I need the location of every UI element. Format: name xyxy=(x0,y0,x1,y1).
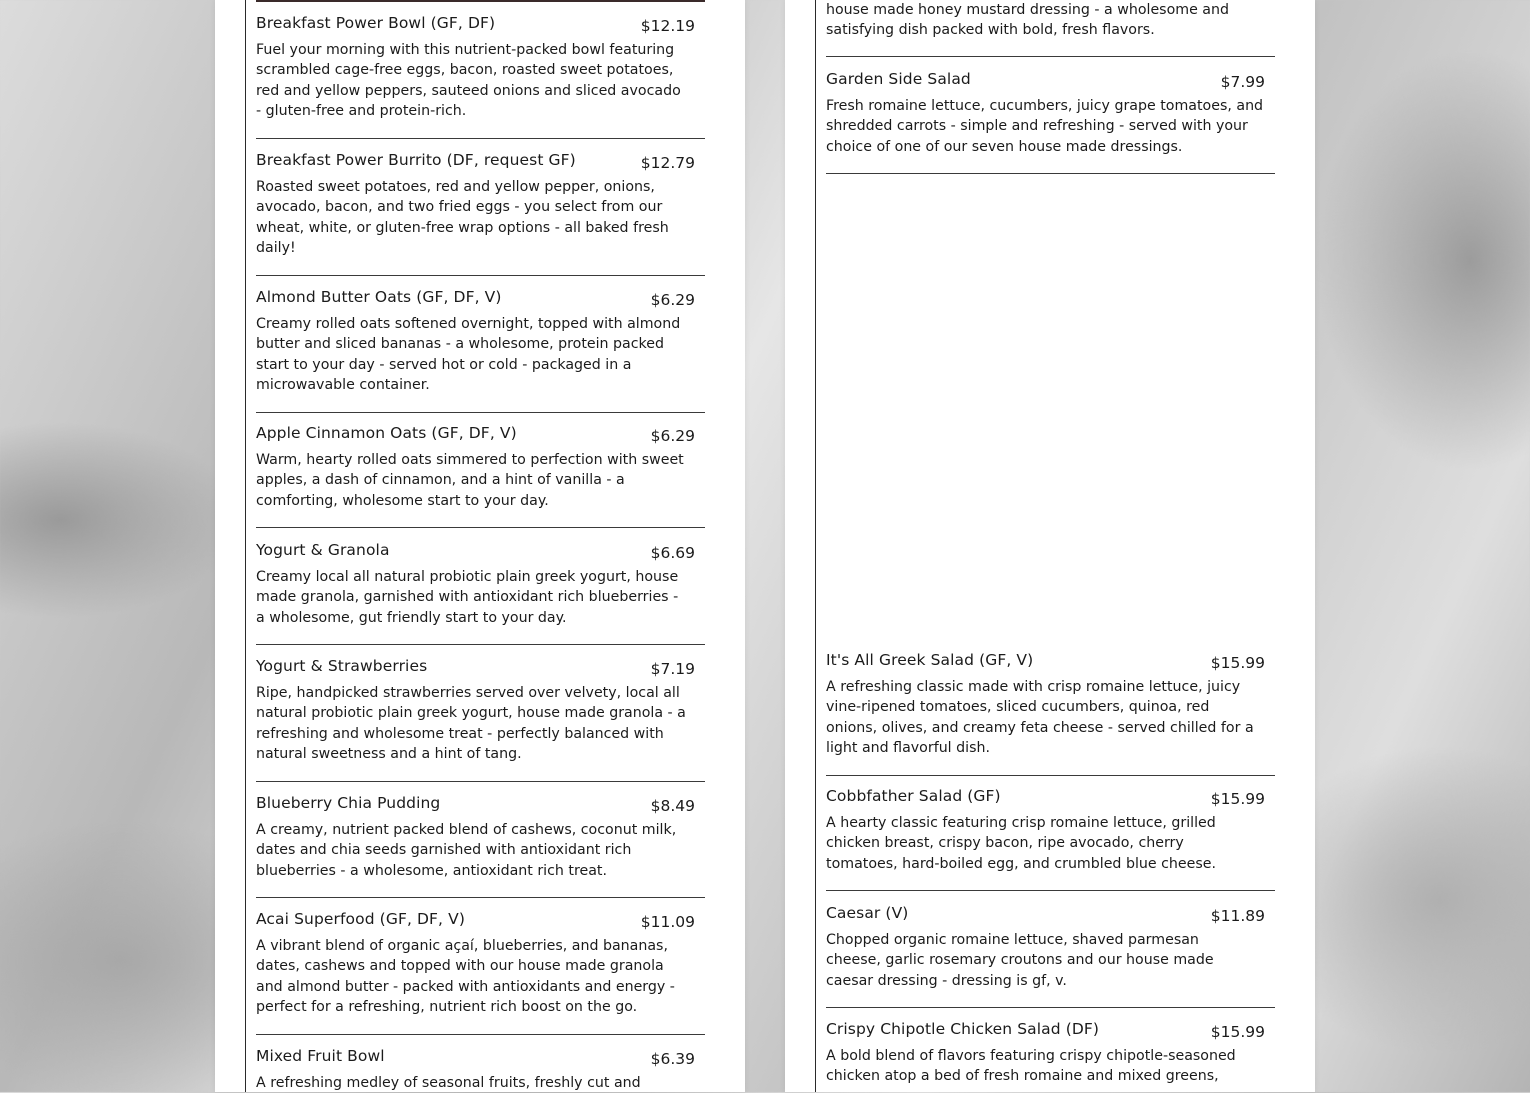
item-divider xyxy=(826,890,1275,891)
item-description: Roasted sweet potatoes, red and yellow pepper, onions, avocado, bacon, and two fried eggs - you select from our wheat, white, or gluten-free wrap options - all baked fresh daily! xyxy=(256,179,669,257)
item-name: Breakfast Power Bowl (GF, DF) xyxy=(256,14,496,32)
item-divider xyxy=(826,775,1275,776)
item-description: Ripe, handpicked strawberries served over velvety, local all natural probiotic plain greek yogurt, house made granola - a refreshing and wholesome treat - perfectly balanced with natural sweetness and a hint of tang. xyxy=(256,685,686,763)
menu-item[interactable] xyxy=(256,151,705,276)
item-description: A hearty classic featuring crisp romaine lettuce, grilled chicken breast, crispy bacon, ripe avocado, cherry tomatoes, hard-boiled egg, and crumbled blue cheese. xyxy=(826,815,1217,872)
item-price: $7.19 xyxy=(650,660,695,678)
item-description: Chopped organic romaine lettuce, shaved parmesan cheese, garlic rosemary croutons and our house made caesar dressing - dressing is gf, v. xyxy=(826,932,1214,989)
menu-item[interactable] xyxy=(826,787,1275,891)
item-price: $15.99 xyxy=(1210,790,1265,808)
item-price: $15.99 xyxy=(1210,654,1265,672)
item-price: $6.29 xyxy=(650,427,695,445)
item-description: Creamy local all natural probiotic plain greek yogurt, house made granola, garnished with antioxidant rich blueberries - a wholesome, gut friendly start to your day. xyxy=(256,569,679,626)
item-name: Apple Cinnamon Oats (GF, DF, V) xyxy=(256,424,517,442)
item-name: Yogurt & Strawberries xyxy=(256,657,428,675)
item-description: Creamy rolled oats softened overnight, topped with almond butter and sliced bananas - a wholesome, protein packed start to your day - served hot or cold - packaged in a microwavable container. xyxy=(256,316,681,394)
item-name: It's All Greek Salad (GF, V) xyxy=(826,651,1034,669)
item-description: A bold blend of flavors featuring crispy chipotle-seasoned chicken atop a bed of fresh romaine and mixed greens, xyxy=(826,1048,1236,1085)
menu-item[interactable] xyxy=(256,424,705,528)
item-price: $12.79 xyxy=(640,154,695,172)
item-name: Mixed Fruit Bowl xyxy=(256,1047,385,1065)
item-description: Fuel your morning with this nutrient-packed bowl featuring scrambled cage-free eggs, bacon, roasted sweet potatoes, red and yellow peppers, sauteed onions and sliced avocado - gluten-free and protein-rich. xyxy=(256,42,681,120)
item-price: $11.09 xyxy=(640,913,695,931)
item-price: $15.99 xyxy=(1210,1023,1265,1041)
item-price: $12.19 xyxy=(640,17,695,35)
item-name: Acai Superfood (GF, DF, V) xyxy=(256,910,465,928)
item-divider xyxy=(256,644,705,645)
item-description: A vibrant blend of organic açaí, blueberries, and bananas, dates, cashews and topped with our house made granola and almond butter - packed with antioxidants and energy - perfect for a refreshing, nutrient rich boost on the go. xyxy=(256,938,675,1016)
right-panel-border xyxy=(815,0,816,1092)
menu-item-fragment[interactable] xyxy=(826,0,1275,57)
item-description: house made honey mustard dressing - a wholesome and satisfying dish packed with bold, fresh flavors. xyxy=(826,2,1229,39)
item-name: Caesar (V) xyxy=(826,904,909,922)
menu-item[interactable] xyxy=(256,794,705,898)
item-description: A creamy, nutrient packed blend of cashews, coconut milk, dates and chia seeds garnished with antioxidant rich blueberries - a wholesome, antioxidant rich treat. xyxy=(256,822,677,879)
item-price: $6.29 xyxy=(650,291,695,309)
item-price: $11.89 xyxy=(1210,907,1265,925)
item-name: Breakfast Power Burrito (DF, request GF) xyxy=(256,151,576,169)
menu-item[interactable] xyxy=(256,1047,705,1093)
item-divider xyxy=(256,412,705,413)
item-divider xyxy=(826,173,1275,174)
item-price: $7.99 xyxy=(1220,73,1265,91)
menu-item[interactable] xyxy=(256,657,705,782)
menu-item[interactable] xyxy=(256,14,705,139)
item-name: Cobbfather Salad (GF) xyxy=(826,787,1001,805)
item-description: A refreshing medley of seasonal fruits, freshly cut and xyxy=(256,1075,641,1091)
item-name: Blueberry Chia Pudding xyxy=(256,794,441,812)
menu-item[interactable] xyxy=(826,70,1275,174)
menu-item[interactable] xyxy=(826,1020,1275,1087)
left-top-divider xyxy=(256,0,705,2)
item-description: Warm, hearty rolled oats simmered to perfection with sweet apples, a dash of cinnamon, and a hint of vanilla - a comforting, wholesome start to your day. xyxy=(256,452,684,509)
item-divider xyxy=(256,138,705,139)
item-name: Crispy Chipotle Chicken Salad (DF) xyxy=(826,1020,1100,1038)
menu-item[interactable] xyxy=(256,910,705,1035)
item-price: $8.49 xyxy=(650,797,695,815)
item-name: Yogurt & Granola xyxy=(256,541,390,559)
menu-item[interactable] xyxy=(826,904,1275,1008)
item-price: $6.69 xyxy=(650,544,695,562)
item-description: Fresh romaine lettuce, cucumbers, juicy grape tomatoes, and shredded carrots - simple and refreshing - served with your choice of one of our seven house made dressings. xyxy=(826,98,1264,155)
menu-item[interactable] xyxy=(826,651,1275,776)
item-divider xyxy=(256,527,705,528)
item-price: $6.39 xyxy=(650,1050,695,1068)
item-divider xyxy=(826,1007,1275,1008)
item-description: A refreshing classic made with crisp romaine lettuce, juicy vine-ripened tomatoes, sliced cucumbers, quinoa, red onions, olives, and creamy feta cheese - served chilled for a light and flavorful dish. xyxy=(826,679,1254,757)
item-divider xyxy=(826,56,1275,57)
item-divider xyxy=(256,1034,705,1035)
item-name: Garden Side Salad xyxy=(826,70,971,88)
menu-item[interactable] xyxy=(256,541,705,645)
item-divider xyxy=(256,781,705,782)
item-divider xyxy=(256,897,705,898)
left-panel-border xyxy=(245,0,246,1092)
item-divider xyxy=(256,275,705,276)
menu-item[interactable] xyxy=(256,288,705,413)
item-name: Almond Butter Oats (GF, DF, V) xyxy=(256,288,502,306)
